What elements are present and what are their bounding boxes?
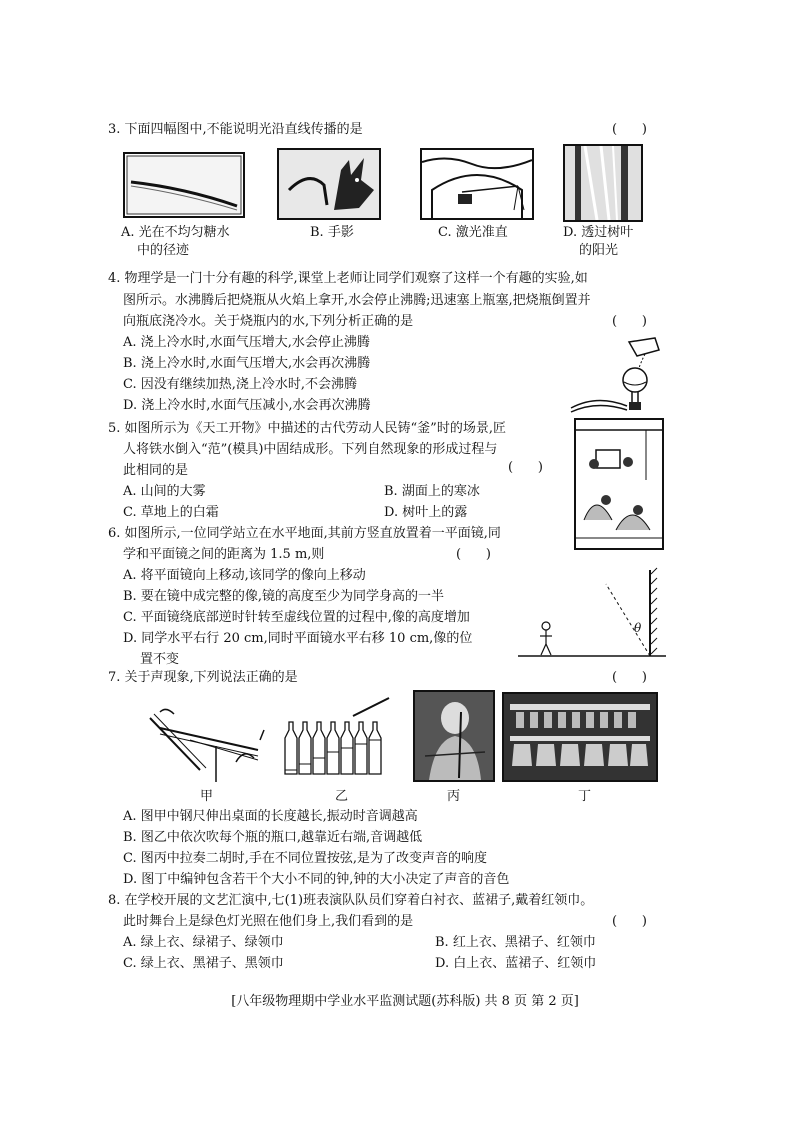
q3-option-d[interactable] (563, 224, 633, 260)
q7-label-jia: 甲 (200, 789, 214, 804)
q7-figure-bing (413, 690, 495, 782)
q4-answer-paren: ( ) (612, 314, 647, 329)
q6-stem-line2: 学和平面镜之间的距离为 1.5 m,则 (123, 547, 325, 562)
q8-stem-line1: 8. 在学校开展的文艺汇演中,七(1)班表演队队员们穿着白衬衣、蓝裙子,戴着红领巾。 (108, 893, 594, 908)
q3-option-a-line2: 中的径迹 (137, 243, 190, 258)
q5-option-a[interactable]: A. 山间的大雾 (123, 484, 206, 499)
q3-figure-c (420, 148, 534, 220)
q4-option-b[interactable]: B. 浇上冷水时,水面气压增大,水会再次沸腾 (123, 356, 371, 371)
q7-figure-yi (281, 694, 393, 776)
q6-stem-line1: 6. 如图所示,一位同学站立在水平地面,其前方竖直放置着一平面镜,同 (108, 526, 501, 541)
q3-stem: 3. 下面四幅图中,不能说明光沿直线传播的是 (108, 122, 363, 137)
q3-option-c[interactable] (438, 224, 508, 242)
q4-stem-line1: 4. 物理学是一门十分有趣的科学,课堂上老师让同学们观察了这样一个有趣的实验,如 (108, 271, 588, 286)
q5-option-c[interactable]: C. 草地上的白霜 (123, 505, 219, 520)
q3-option-c-line1: C. 激光准直 (438, 225, 508, 240)
q8-option-a[interactable]: A. 绿上衣、绿裙子、绿领巾 (123, 935, 284, 950)
q4-option-d[interactable]: D. 浇上冷水时,水面气压减小,水会再次沸腾 (123, 398, 371, 413)
hand-shadow-image (279, 150, 379, 218)
inverted-flask-image (567, 328, 667, 418)
q3-answer-paren: ( ) (612, 122, 647, 137)
q7-option-d[interactable]: D. 图丁中编钟包含若干个大小不同的钟,钟的大小决定了声音的音色 (123, 872, 510, 887)
q6-option-a[interactable]: A. 将平面镜向上移动,该同学的像向上移动 (123, 568, 366, 583)
q7-label-ding: 丁 (578, 789, 592, 804)
q6-option-b[interactable]: B. 要在镜中成完整的像,镜的高度至少为同学身高的一半 (123, 589, 444, 604)
q8-option-c[interactable]: C. 绿上衣、黑裙子、黑领巾 (123, 956, 284, 971)
q3-figure-d (563, 144, 643, 222)
q7-label-bing: 丙 (447, 789, 461, 804)
q8-option-d[interactable]: D. 白上衣、蓝裙子、红领巾 (435, 956, 597, 971)
q7-figure-ding (502, 692, 658, 782)
q6-theta-label: θ (634, 621, 642, 635)
q7-option-b[interactable]: B. 图乙中依次吹每个瓶的瓶口,越靠近右端,音调越低 (123, 830, 423, 845)
page-footer: [八年级物理期中学业水平监测试题(苏科版) 共 8 页 第 2 页] (231, 994, 579, 1009)
chime-bells-image (504, 694, 656, 780)
q8-stem-line2: 此时舞台上是绿色灯光照在他们身上,我们看到的是 (123, 914, 414, 929)
sugar-water-light-path-image (125, 154, 243, 216)
q6-option-d[interactable]: D. 同学水平右行 20 cm,同时平面镜水平右移 10 cm,像的位 (123, 631, 473, 646)
q5-answer-paren: ( ) (508, 460, 543, 475)
q4-option-c[interactable]: C. 因没有继续加热,浇上冷水时,不会沸腾 (123, 377, 358, 392)
q5-stem-line2: 人将铁水倒入“范”(模具)中固结成形。下列自然现象的形成过程与 (123, 442, 498, 457)
q3-option-a[interactable] (121, 224, 230, 260)
q5-stem-line3: 此相同的是 (123, 463, 189, 478)
plane-mirror-diagram (518, 560, 668, 662)
q3-option-d-line2: 的阳光 (579, 243, 619, 258)
q5-option-d[interactable]: D. 树叶上的露 (384, 505, 468, 520)
q4-stem-line2: 图所示。水沸腾后把烧瓶从火焰上拿开,水会停止沸腾;迅速塞上瓶塞,把烧瓶倒置并 (123, 293, 591, 308)
q6-answer-paren: ( ) (456, 547, 491, 562)
q7-label-yi: 乙 (335, 789, 349, 804)
q6-figure-mirror (518, 560, 668, 662)
q4-figure-flask (567, 328, 667, 418)
q5-figure-casting (574, 418, 664, 550)
q7-figure-jia (140, 700, 272, 782)
steel-ruler-image (140, 700, 272, 782)
sunlight-through-leaves-image (565, 146, 641, 220)
q7-option-a[interactable]: A. 图甲中钢尺伸出桌面的长度越长,振动时音调越高 (123, 809, 418, 824)
q3-option-b[interactable] (310, 224, 354, 242)
q6-option-d-cont: 置不变 (140, 652, 180, 667)
water-bottles-image (281, 694, 393, 776)
q7-option-c[interactable]: C. 图丙中拉奏二胡时,手在不同位置按弦,是为了改变声音的响度 (123, 851, 488, 866)
q3-figure-a (123, 152, 245, 218)
q5-stem-line1: 5. 如图所示为《天工开物》中描述的古代劳动人民铸“釜”时的场景,匠 (108, 421, 506, 436)
tiangong-kaiwu-casting-image (576, 420, 662, 548)
q5-option-b[interactable]: B. 湖面上的寒冰 (384, 484, 480, 499)
q3-figure-b (277, 148, 381, 220)
q6-option-c[interactable]: C. 平面镜绕底部逆时针转至虚线位置的过程中,像的高度增加 (123, 610, 470, 625)
q4-stem-line3: 向瓶底浇冷水。关于烧瓶内的水,下列分析正确的是 (123, 314, 414, 329)
q8-answer-paren: ( ) (612, 914, 647, 929)
erhu-player-image (415, 692, 493, 780)
q3-option-d-line1: D. 透过树叶 (563, 225, 634, 240)
q8-option-b[interactable]: B. 红上衣、黑裙子、红领巾 (435, 935, 596, 950)
q3-option-a-line1: A. 光在不均匀糖水 (121, 225, 230, 240)
q7-answer-paren: ( ) (612, 670, 647, 685)
q4-option-a[interactable]: A. 浇上冷水时,水面气压增大,水会停止沸腾 (123, 335, 370, 350)
laser-collimation-image (422, 150, 532, 218)
q7-stem: 7. 关于声现象,下列说法正确的是 (108, 670, 298, 685)
q3-option-b-line1: B. 手影 (310, 225, 354, 240)
